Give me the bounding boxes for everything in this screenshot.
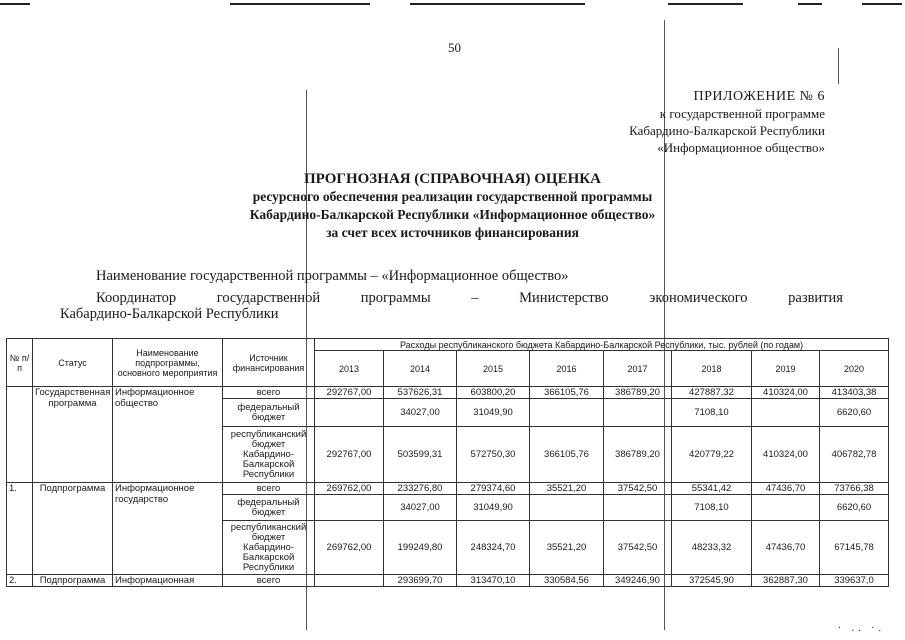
row-num: 2. bbox=[7, 575, 33, 587]
scan-line bbox=[798, 3, 822, 5]
row-status: Государственная программа bbox=[33, 387, 113, 483]
value-cell: 330584,56 bbox=[530, 575, 604, 587]
header-num: № п/п bbox=[7, 339, 33, 387]
header-year: 2015 bbox=[457, 351, 530, 387]
appendix-line: Кабардино-Балкарской Республики bbox=[629, 123, 825, 138]
value-cell: 35521,20 bbox=[530, 483, 604, 495]
page-number: 50 bbox=[448, 40, 461, 55]
row-source: республиканский бюджет Кабардино-Балкарской Республики bbox=[223, 427, 315, 483]
value-cell: 35521,20 bbox=[530, 521, 604, 575]
header-year: 2019 bbox=[752, 351, 820, 387]
header-expenses: Расходы республиканского бюджета Кабардино-Балкарской Республики, тыс. рублей (по годам) bbox=[315, 339, 889, 351]
row-source: федеральный бюджет bbox=[223, 399, 315, 427]
value-cell: 292767,00 bbox=[315, 427, 384, 483]
value-cell bbox=[752, 495, 820, 521]
value-cell: 410324,00 bbox=[752, 427, 820, 483]
title-line: ресурсного обеспечения реализации государственной программы bbox=[252, 189, 653, 204]
row-source: федеральный бюджет bbox=[223, 495, 315, 521]
header-year: 2018 bbox=[672, 351, 752, 387]
coordinator-word: Министерство bbox=[519, 290, 609, 306]
header-year: 2017 bbox=[604, 351, 672, 387]
appendix-line: «Информационное общество» bbox=[657, 140, 825, 155]
coordinator-word: развития bbox=[788, 290, 843, 306]
coordinator-line-2: Кабардино-Балкарской Республики bbox=[60, 306, 279, 322]
value-cell: 503599,31 bbox=[384, 427, 457, 483]
value-cell: 67145,78 bbox=[820, 521, 889, 575]
appendix-block bbox=[629, 88, 825, 156]
value-cell: 349246,90 bbox=[604, 575, 672, 587]
value-cell bbox=[604, 495, 672, 521]
title-line: ПРОГНОЗНАЯ (СПРАВОЧНАЯ) ОЦЕНКА bbox=[304, 171, 601, 187]
coordinator-word: Координатор bbox=[96, 290, 177, 306]
value-cell: 366105,76 bbox=[530, 427, 604, 483]
coordinator-word: экономического bbox=[649, 290, 748, 306]
coordinator-word: программы bbox=[360, 290, 431, 306]
header-source: Источник финансирования bbox=[223, 339, 315, 387]
table-row bbox=[7, 387, 889, 399]
budget-table bbox=[6, 338, 889, 587]
appendix-line: к государственной программе bbox=[659, 106, 825, 121]
scan-line bbox=[0, 3, 30, 5]
row-source: всего bbox=[223, 575, 315, 587]
row-num bbox=[7, 387, 33, 483]
title-line: Кабардино-Балкарской Республики «Информационное общество» bbox=[249, 207, 656, 222]
value-cell: 292767,00 bbox=[315, 387, 384, 399]
value-cell: 410324,00 bbox=[752, 387, 820, 399]
scan-marks: · .. ·. bbox=[837, 623, 885, 634]
value-cell: 6620,60 bbox=[820, 495, 889, 521]
appendix-heading: ПРИЛОЖЕНИЕ № 6 bbox=[693, 89, 825, 104]
value-cell: 199249,80 bbox=[384, 521, 457, 575]
value-cell: 48233,32 bbox=[672, 521, 752, 575]
value-cell bbox=[315, 399, 384, 427]
header-year: 2014 bbox=[384, 351, 457, 387]
value-cell: 269762,00 bbox=[315, 521, 384, 575]
value-cell: 7108,10 bbox=[672, 399, 752, 427]
value-cell: 339637,0 bbox=[820, 575, 889, 587]
value-cell: 47436,70 bbox=[752, 521, 820, 575]
value-cell: 372545,90 bbox=[672, 575, 752, 587]
scan-line bbox=[410, 3, 585, 5]
value-cell: 427887,32 bbox=[672, 387, 752, 399]
value-cell: 37542,50 bbox=[604, 483, 672, 495]
row-name: Информационное общество bbox=[113, 387, 223, 483]
value-cell: 386789,20 bbox=[604, 387, 672, 399]
value-cell: 279374,60 bbox=[457, 483, 530, 495]
row-source: всего bbox=[223, 483, 315, 495]
row-num: 1. bbox=[7, 483, 33, 575]
row-status: Подпрограмма bbox=[33, 575, 113, 587]
value-cell: 603800,20 bbox=[457, 387, 530, 399]
value-cell: 313470,10 bbox=[457, 575, 530, 587]
value-cell: 537626,31 bbox=[384, 387, 457, 399]
title-line: за счет всех источников финансирования bbox=[326, 225, 579, 240]
header-year: 2016 bbox=[530, 351, 604, 387]
row-status: Подпрограмма bbox=[33, 483, 113, 575]
value-cell bbox=[604, 399, 672, 427]
value-cell: 34027,00 bbox=[384, 495, 457, 521]
coordinator-word: государственной bbox=[216, 290, 321, 306]
value-cell: 6620,60 bbox=[820, 399, 889, 427]
value-cell: 386789,20 bbox=[604, 427, 672, 483]
header-status: Статус bbox=[33, 339, 113, 387]
value-cell: 37542,50 bbox=[604, 521, 672, 575]
value-cell: 31049,90 bbox=[457, 495, 530, 521]
value-cell bbox=[530, 495, 604, 521]
value-cell: 73766,38 bbox=[820, 483, 889, 495]
value-cell: 362887,30 bbox=[752, 575, 820, 587]
value-cell: 31049,90 bbox=[457, 399, 530, 427]
header-year: 2013 bbox=[315, 351, 384, 387]
row-source: республиканский бюджет Кабардино-Балкарской Республики bbox=[223, 521, 315, 575]
fold-line bbox=[838, 48, 839, 84]
value-cell bbox=[315, 575, 384, 587]
value-cell: 293699,70 bbox=[384, 575, 457, 587]
value-cell: 34027,00 bbox=[384, 399, 457, 427]
row-name: Информационное государство bbox=[113, 483, 223, 575]
scan-line bbox=[668, 3, 743, 5]
value-cell: 413403,38 bbox=[820, 387, 889, 399]
value-cell: 7108,10 bbox=[672, 495, 752, 521]
header-name: Наименование подпрограммы, основного мероприятия bbox=[113, 339, 223, 387]
table-row bbox=[7, 483, 889, 495]
value-cell: 269762,00 bbox=[315, 483, 384, 495]
value-cell bbox=[530, 399, 604, 427]
scan-line bbox=[230, 3, 370, 5]
program-name: Наименование государственной программы – «Информационное общество» bbox=[96, 268, 569, 284]
row-source: всего bbox=[223, 387, 315, 399]
value-cell: 420779,22 bbox=[672, 427, 752, 483]
value-cell: 366105,76 bbox=[530, 387, 604, 399]
row-name: Информационная bbox=[113, 575, 223, 587]
header-year: 2020 bbox=[820, 351, 889, 387]
coordinator-word: – bbox=[471, 290, 479, 306]
table-row bbox=[7, 575, 889, 587]
value-cell: 233276,80 bbox=[384, 483, 457, 495]
value-cell: 406782,78 bbox=[820, 427, 889, 483]
value-cell: 47436,70 bbox=[752, 483, 820, 495]
value-cell: 55341,42 bbox=[672, 483, 752, 495]
value-cell bbox=[752, 399, 820, 427]
value-cell bbox=[315, 495, 384, 521]
scan-line bbox=[862, 3, 902, 5]
document-title bbox=[0, 170, 905, 242]
value-cell: 248324,70 bbox=[457, 521, 530, 575]
value-cell: 572750,30 bbox=[457, 427, 530, 483]
coordinator-line bbox=[96, 290, 843, 307]
